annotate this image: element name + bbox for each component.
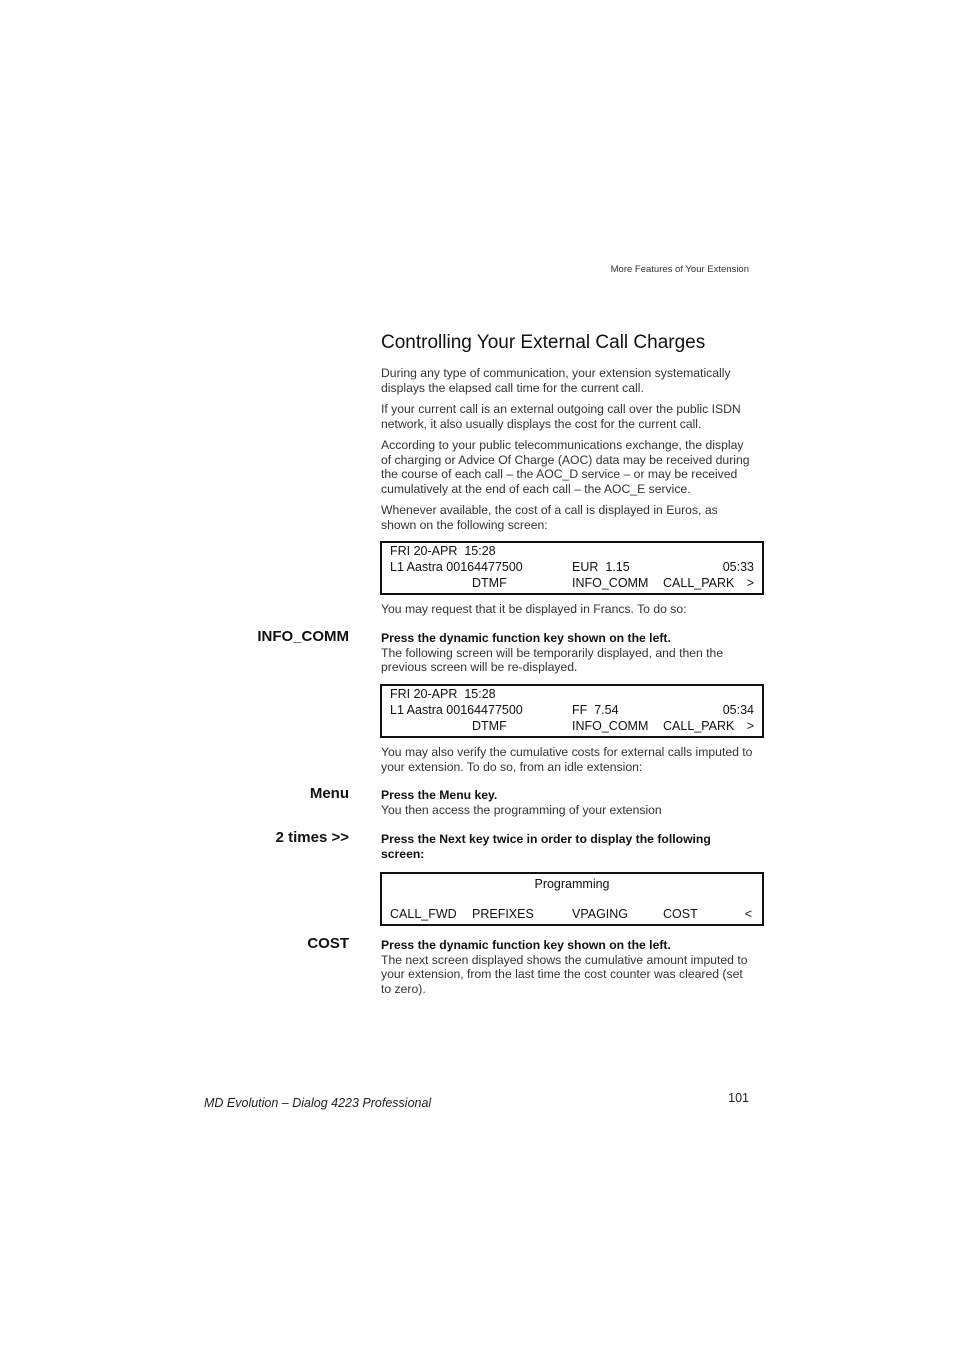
- step-info-comm-text: The following screen will be temporarily displayed, and then the previous screen will be re-displayed.: [381, 645, 724, 675]
- footer-manual-title: MD Evolution – Dialog 4223 Professional: [204, 1096, 432, 1110]
- screen-line: L1 Aastra 00164477500: [390, 703, 523, 717]
- softkey-next-arrow[interactable]: >: [746, 719, 754, 733]
- step-menu-text: You then access the programming of your extension: [381, 802, 662, 817]
- screen-cost: FF 7.54: [572, 703, 619, 717]
- screen-duration: 05:34: [722, 703, 754, 717]
- paragraph-francs: You may request that it be displayed in Francs. To do so:: [381, 602, 687, 616]
- key-label-next: 2 times >>: [275, 829, 349, 846]
- screen-date: FRI 20-APR 15:28: [390, 687, 496, 701]
- softkey-dtmf[interactable]: DTMF: [472, 719, 507, 733]
- page-number: 101: [728, 1091, 749, 1105]
- step-cost-text: The next screen displayed shows the cumulative amount imputed to your extension, from the last time the cost counter was cleared (set to zero).: [381, 952, 748, 996]
- softkey-call-fwd[interactable]: CALL_FWD: [390, 907, 457, 921]
- screen-line: L1 Aastra 00164477500: [390, 560, 523, 574]
- softkey-next-arrow[interactable]: >: [746, 576, 754, 590]
- step-menu: [381, 788, 753, 817]
- step-cost-title: Press the dynamic function key shown on the left.: [381, 938, 671, 952]
- step-info-comm-title: Press the dynamic function key shown on the left.: [381, 631, 671, 645]
- screen-duration: 05:33: [722, 560, 754, 574]
- softkey-call-park[interactable]: CALL_PARK: [663, 719, 735, 733]
- step-menu-title: Press the Menu key.: [381, 788, 498, 802]
- step-next-title: Press the Next key twice in order to display the following screen:: [381, 832, 711, 861]
- softkey-cost[interactable]: COST: [663, 907, 698, 921]
- paragraph-aoc-services: According to your public telecommunications exchange, the display of charging or Advice Of Charge (AOC) data may be received during the course of each call – the AOC_D service – or may be received cumulatively at the end of each call – the AOC_E service.: [381, 438, 750, 496]
- softkey-info-comm[interactable]: INFO_COMM: [572, 719, 649, 733]
- phone-screen-programming: [380, 872, 764, 926]
- key-label-menu: Menu: [309, 785, 349, 802]
- screen-date: FRI 20-APR 15:28: [390, 544, 496, 558]
- step-info-comm: [381, 631, 753, 675]
- softkey-vpaging[interactable]: VPAGING: [572, 907, 629, 921]
- screen-cost: EUR 1.15: [572, 560, 630, 574]
- softkey-info-comm[interactable]: INFO_COMM: [572, 576, 649, 590]
- paragraph-cumulative: You may also verify the cumulative costs for external calls imputed to your extension. To do so, from an idle extension:: [381, 745, 753, 774]
- paragraph-elapsed-time: During any type of communication, your extension systematically displays the elapsed call time for the current call.: [381, 366, 731, 395]
- screen-programming-title: Programming: [534, 877, 610, 891]
- paragraph-euros: Whenever available, the cost of a call is displayed in Euros, as shown on the following screen:: [381, 503, 718, 532]
- paragraph-isdn-cost: If your current call is an external outgoing call over the public ISDN network, it also usually displays the cost for the current call.: [381, 402, 741, 431]
- key-label-info-comm: INFO_COMM: [257, 628, 349, 645]
- phone-screen-euros: [380, 541, 764, 595]
- softkey-prefixes[interactable]: PREFIXES: [472, 907, 534, 921]
- step-cost: [381, 938, 753, 996]
- key-label-cost: COST: [307, 935, 349, 952]
- softkey-call-park[interactable]: CALL_PARK: [663, 576, 735, 590]
- softkey-prev-arrow[interactable]: <: [744, 907, 752, 921]
- step-next: [381, 832, 753, 861]
- page-title: Controlling Your External Call Charges: [381, 332, 706, 353]
- running-header: More Features of Your Extension: [610, 264, 749, 275]
- softkey-dtmf[interactable]: DTMF: [472, 576, 507, 590]
- phone-screen-francs: [380, 684, 764, 738]
